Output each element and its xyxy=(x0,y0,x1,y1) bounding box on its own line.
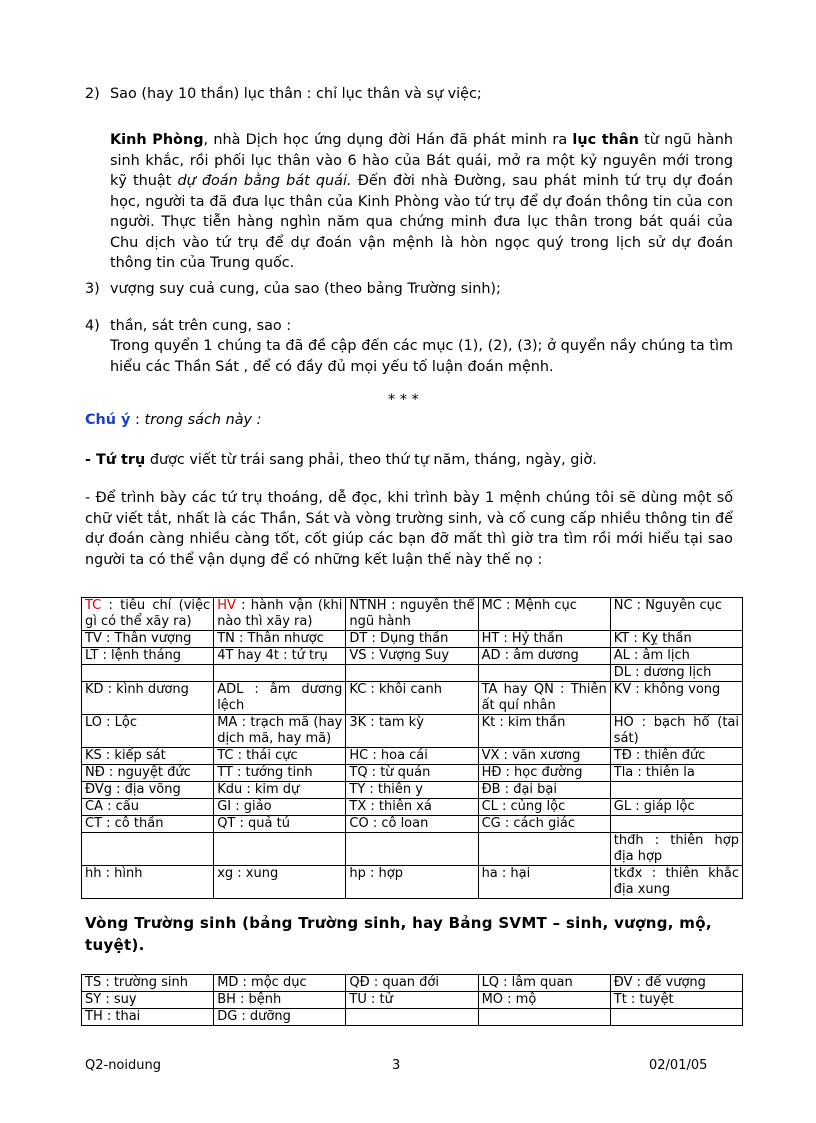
footer-date: 02/01/05 xyxy=(649,1058,708,1073)
table-cell: AL : âm lịch xyxy=(610,648,742,665)
table-row xyxy=(82,648,743,665)
item-2-text: Sao (hay 10 thần) lục thân : chỉ lục thân và sự việc; xyxy=(110,86,482,102)
table-cell: VS : Vượng Suy xyxy=(346,648,478,665)
tu-tru-text: được viết từ trái sang phải, theo thứ tự năm, tháng, ngày, giờ. xyxy=(145,452,597,468)
table-cell: GL : giáp lộc xyxy=(610,799,742,816)
table-cell: MA : trạch mã (hay dịch mã, hay mã) xyxy=(214,715,346,748)
table-cell: CL : củng lộc xyxy=(478,799,610,816)
table-cell: CG : cách giác xyxy=(478,816,610,833)
table-cell: TQ : từ quán xyxy=(346,765,478,782)
table-cell: TN : Thân nhược xyxy=(214,631,346,648)
table-cell: TY : thiên y xyxy=(346,782,478,799)
table-cell: TT : tướng tinh xyxy=(214,765,346,782)
table-cell: NC : Nguyên cục xyxy=(610,598,742,631)
table-row xyxy=(82,682,743,715)
note-label: Chú ý xyxy=(85,412,131,428)
table-cell: TV : Thân vượng xyxy=(82,631,214,648)
table-cell: MD : mộc dục xyxy=(214,975,346,992)
table-cell: HĐ : học đường xyxy=(478,765,610,782)
item-2-number: 2) xyxy=(85,86,100,102)
table-cell: BH : bệnh xyxy=(214,992,346,1009)
table-row xyxy=(82,975,743,992)
table-cell xyxy=(82,598,214,631)
kinh-phong-text-1: , nhà Dịch học ứng dụng đời Hán đã phát minh ra xyxy=(203,132,573,148)
table-cell: 4T hay 4t : tứ trụ xyxy=(214,648,346,665)
tu-tru-label: - Tứ trụ xyxy=(85,452,146,468)
table-cell xyxy=(346,833,478,866)
hv-text: : hành vận (khi nào thì xãy ra) xyxy=(217,598,343,629)
table-row xyxy=(82,1009,743,1026)
table-cell: TX : thiên xá xyxy=(346,799,478,816)
table-cell xyxy=(346,1009,478,1026)
table-row xyxy=(82,748,743,765)
abbreviation-paragraph: - Để trình bày các tứ trụ thoáng, dễ đọc, khi trình bày 1 mệnh chúng tôi sẽ dùng một số chữ viết tắt, nhất là các Thần, Sát và vòng trường sinh, và cố cung cấp nhiều thông tin để dự đoán càng nhiều càng tốt, cốt giúp các bạn đỡ mất thì giờ tra tìm rồi mới hiểu tại sao người ta có thể vận dụng để có những kết luận thế này thế nọ : xyxy=(85,490,733,568)
luc-than-term: lục thân xyxy=(572,132,639,148)
table-cell xyxy=(214,665,346,682)
separator-stars: * * * xyxy=(388,392,419,408)
table-cell: HC : hoa cái xyxy=(346,748,478,765)
table-cell: KC : khôi canh xyxy=(346,682,478,715)
table-cell: KS : kiếp sát xyxy=(82,748,214,765)
table-cell xyxy=(610,816,742,833)
table-cell: DT : Dụng thần xyxy=(346,631,478,648)
table-row xyxy=(82,765,743,782)
table-cell: 3K : tam kỳ xyxy=(346,715,478,748)
table-cell: CT : cô thần xyxy=(82,816,214,833)
tu-tru-line xyxy=(85,452,597,468)
table-cell: HO : bạch hổ (tai sát) xyxy=(610,715,742,748)
hv-abbr: HV xyxy=(217,598,236,613)
table-row xyxy=(82,598,743,631)
kinh-phong-text-2: từ ngũ hành sinh khắc, rồi phối lục thân vào 6 hào của Bát quái, mở ra một kỷ nguyên mới trong kỹ thuật xyxy=(110,132,733,189)
table-cell: HT : Hỷ thần xyxy=(478,631,610,648)
table-cell: tkđx : thiên khắc địa xung xyxy=(610,866,742,899)
page-number: 3 xyxy=(392,1058,401,1073)
table-cell xyxy=(346,665,478,682)
table-cell: Kt : kim thần xyxy=(478,715,610,748)
table-cell: VX : văn xương xyxy=(478,748,610,765)
tc-abbr: TC xyxy=(85,598,102,613)
table-cell: Tt : tuyệt xyxy=(610,992,742,1009)
table-row xyxy=(82,715,743,748)
table-cell: Tla : thiên la xyxy=(610,765,742,782)
table-cell: LT : lệnh tháng xyxy=(82,648,214,665)
item-4-text: Trong quyển 1 chúng ta đã đề cập đến các mục (1), (2), (3); ở quyển nầy chúng ta tìm hiểu các Thần Sát , để có đầy đủ mọi yếu tố luận đoán mệnh. xyxy=(110,338,733,375)
table-cell xyxy=(478,665,610,682)
table-cell: xg : xung xyxy=(214,866,346,899)
table-cell: TĐ : thiên đức xyxy=(610,748,742,765)
table-cell: QĐ : quan đới xyxy=(346,975,478,992)
table-row xyxy=(82,782,743,799)
kinh-phong-paragraph xyxy=(110,130,733,274)
table-cell: ADL : âm dương lệch xyxy=(214,682,346,715)
table-cell: AD : âm dương xyxy=(478,648,610,665)
abbreviation-table xyxy=(81,597,743,899)
table-cell: KD : kình dương xyxy=(82,682,214,715)
table-cell xyxy=(82,665,214,682)
table-cell: TA hay QN : Thiên ất quí nhân xyxy=(478,682,610,715)
table-cell: CO : cô loan xyxy=(346,816,478,833)
table-row xyxy=(82,992,743,1009)
table-cell: TH : thai xyxy=(82,1009,214,1026)
table-cell: MO : mộ xyxy=(478,992,610,1009)
table-row xyxy=(82,866,743,899)
table-row xyxy=(82,816,743,833)
table-cell: TC : thái cực xyxy=(214,748,346,765)
table-cell: NĐ : nguyệt đức xyxy=(82,765,214,782)
table-cell: LO : Lộc xyxy=(82,715,214,748)
note-colon: : xyxy=(130,412,145,428)
table-cell: CA : cấu xyxy=(82,799,214,816)
table-cell: thđh : thiên hợp địa hợp xyxy=(610,833,742,866)
kinh-phong-text-3: Đến đời nhà Đường, sau phát minh tứ trụ dự đoán học, người ta đã đưa lục thân của Kinh Phòng vào tứ trụ để dự đoán thông tin của con người. Thực tiễn hàng nghìn năm qua chứng minh đưa lục thân trong bát quái của Chu dịch vào tứ trụ để dự đoán vận mệnh là hòn ngọc quý trong lịch sử dự đoán thông tin của Trung quốc. xyxy=(110,173,733,271)
table-row xyxy=(82,799,743,816)
item-3-number: 3) xyxy=(85,281,100,297)
table-cell: MC : Mệnh cục xyxy=(478,598,610,631)
table-cell: NTNH : nguyên thể ngũ hành xyxy=(346,598,478,631)
table-cell: ĐVg : địa võng xyxy=(82,782,214,799)
table-cell: KV : không vong xyxy=(610,682,742,715)
footer-left: Q2-noidung xyxy=(85,1058,161,1073)
note-line xyxy=(85,412,261,428)
table-cell xyxy=(82,833,214,866)
table-cell xyxy=(214,833,346,866)
table-cell: ĐV : đế vượng xyxy=(610,975,742,992)
note-text: trong sách này : xyxy=(144,412,262,428)
table-row xyxy=(82,833,743,866)
table-row xyxy=(82,631,743,648)
du-doan-italic: dự đoán bằng bát quái. xyxy=(177,173,352,189)
item-3-text: vượng suy cuả cung, của sao (theo bảng Trường sinh); xyxy=(110,281,501,297)
item-4-heading: thần, sát trên cung, sao : xyxy=(110,318,292,334)
table-row xyxy=(82,665,743,682)
table-cell: KT : Kỵ thần xyxy=(610,631,742,648)
truong-sinh-heading: Vòng Trường sinh (bảng Trường sinh, hay Bảng SVMT – sinh, vượng, mộ, tuyệt). xyxy=(85,914,712,954)
kinh-phong-name: Kinh Phòng xyxy=(110,132,204,148)
table-cell: LQ : lâm quan xyxy=(478,975,610,992)
table-cell: DG : dưỡng xyxy=(214,1009,346,1026)
table-cell xyxy=(610,782,742,799)
table-cell: TS : trường sinh xyxy=(82,975,214,992)
table-cell xyxy=(214,598,346,631)
table-cell: ĐB : đại bại xyxy=(478,782,610,799)
table-cell: TU : tử xyxy=(346,992,478,1009)
table-cell: DL : dương lịch xyxy=(610,665,742,682)
table-cell: Kdu : kim dự xyxy=(214,782,346,799)
table-cell: SY : suy xyxy=(82,992,214,1009)
table-cell: ha : hại xyxy=(478,866,610,899)
table-cell: GI : giảo xyxy=(214,799,346,816)
table-cell xyxy=(478,1009,610,1026)
tc-text: : tiêu chí (việc gì có thể xãy ra) xyxy=(85,598,211,629)
table-cell xyxy=(610,1009,742,1026)
table-cell: QT : quả tú xyxy=(214,816,346,833)
item-4-number: 4) xyxy=(85,318,100,334)
table-cell: hp : hợp xyxy=(346,866,478,899)
table-cell xyxy=(478,833,610,866)
truong-sinh-table xyxy=(81,974,743,1026)
table-cell: hh : hình xyxy=(82,866,214,899)
